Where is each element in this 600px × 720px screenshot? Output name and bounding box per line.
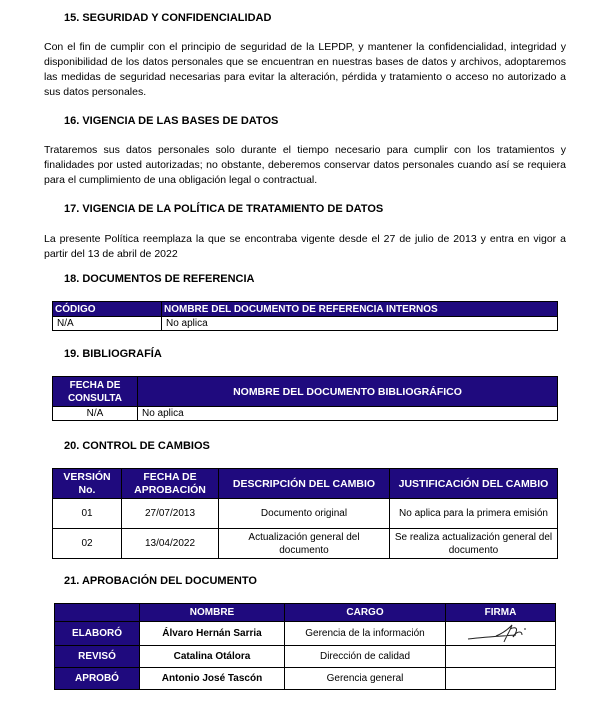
row-label: REVISÓ — [55, 646, 140, 668]
table-cell: Documento original — [219, 499, 390, 529]
section-21-title: 21. APROBACIÓN DEL DOCUMENTO — [64, 575, 257, 587]
table-header-row — [53, 469, 558, 499]
table-cell: 01 — [53, 499, 122, 529]
section-15-text: Con el fin de cumplir con el principio de seguridad de la LEPDP, y mantener la confidencialidad, integridad y disponibilidad de los datos personales que se encuentran en nuestras bases de datos y archivos, adoptaremos las medidas de seguridad necesarias para evitar la alteración, pérdida y tratamiento o acceso no autorizado a sus datos personales. — [44, 41, 566, 98]
table-cell: No aplica para la primera emisión — [390, 499, 558, 529]
section-16-text: Trataremos sus datos personales solo durante el tiempo necesario para cumplir con los tratamientos y finalidades por usted autorizadas; no obstante, deberemos conservar datos personales cuando así se requiera para el cumplimiento de una obligación legal o contractual. — [44, 144, 566, 186]
table-cell: Gerencia general — [285, 668, 446, 690]
column-header: VERSIÓN No. — [53, 469, 122, 499]
signature-cell — [446, 668, 556, 690]
table-header-row — [55, 604, 556, 622]
table-cell: Álvaro Hernán Sarria — [140, 622, 285, 646]
table-row — [53, 317, 558, 331]
change-control-table — [52, 468, 558, 559]
bibliography-table — [52, 376, 558, 421]
column-header: FECHA DE CONSULTA — [53, 377, 138, 407]
signature-cell — [446, 646, 556, 668]
row-label: ELABORÓ — [55, 622, 140, 646]
table-cell: 13/04/2022 — [122, 529, 219, 559]
signature-cell — [446, 622, 556, 646]
column-header: FIRMA — [446, 604, 556, 622]
column-header: NOMBRE — [140, 604, 285, 622]
table-cell: Gerencia de la información — [285, 622, 446, 646]
table-row — [55, 622, 556, 646]
section-17-title: 17. VIGENCIA DE LA POLÍTICA DE TRATAMIENTO DE DATOS — [64, 203, 384, 215]
row-label: APROBÓ — [55, 668, 140, 690]
section-20-title: 20. CONTROL DE CAMBIOS — [64, 440, 210, 452]
table-header-row — [53, 377, 558, 407]
table-cell: Actualización general del documento — [219, 529, 390, 559]
table-cell: 27/07/2013 — [122, 499, 219, 529]
table-cell: No aplica — [138, 407, 558, 421]
table-row — [55, 646, 556, 668]
signature-image — [466, 623, 536, 645]
table-row — [53, 407, 558, 421]
section-15-title: 15. SEGURIDAD Y CONFIDENCIALIDAD — [64, 12, 272, 24]
section-17-text: La presente Política reemplaza la que se encontraba vigente desde el 27 de julio de 2013 y entra en vigor a partir del 13 de abril de 2022 — [44, 233, 566, 260]
section-18-title: 18. DOCUMENTOS DE REFERENCIA — [64, 273, 255, 285]
table-cell: N/A — [53, 317, 162, 331]
table-cell: N/A — [53, 407, 138, 421]
table-row — [53, 529, 558, 559]
reference-documents-table — [52, 301, 558, 331]
approval-table — [54, 603, 556, 690]
column-header: DESCRIPCIÓN DEL CAMBIO — [219, 469, 390, 499]
table-cell: Catalina Otálora — [140, 646, 285, 668]
column-header: NOMBRE DEL DOCUMENTO DE REFERENCIA INTERNOS — [162, 302, 558, 317]
table-cell: No aplica — [162, 317, 558, 331]
table-cell: Dirección de calidad — [285, 646, 446, 668]
table-row — [53, 499, 558, 529]
section-16-title: 16. VIGENCIA DE LAS BASES DE DATOS — [64, 115, 279, 127]
table-header-row — [53, 302, 558, 317]
column-header: NOMBRE DEL DOCUMENTO BIBLIOGRÁFICO — [138, 377, 558, 407]
column-header: CÓDIGO — [53, 302, 162, 317]
table-cell: Se realiza actualización general del documento — [390, 529, 558, 559]
section-19-title: 19. BIBLIOGRAFÍA — [64, 348, 162, 360]
column-header: CARGO — [285, 604, 446, 622]
column-header: FECHA DE APROBACIÓN — [122, 469, 219, 499]
table-cell: Antonio José Tascón — [140, 668, 285, 690]
table-cell: 02 — [53, 529, 122, 559]
corner-cell — [55, 604, 140, 622]
column-header: JUSTIFICACIÓN DEL CAMBIO — [390, 469, 558, 499]
table-row — [55, 668, 556, 690]
